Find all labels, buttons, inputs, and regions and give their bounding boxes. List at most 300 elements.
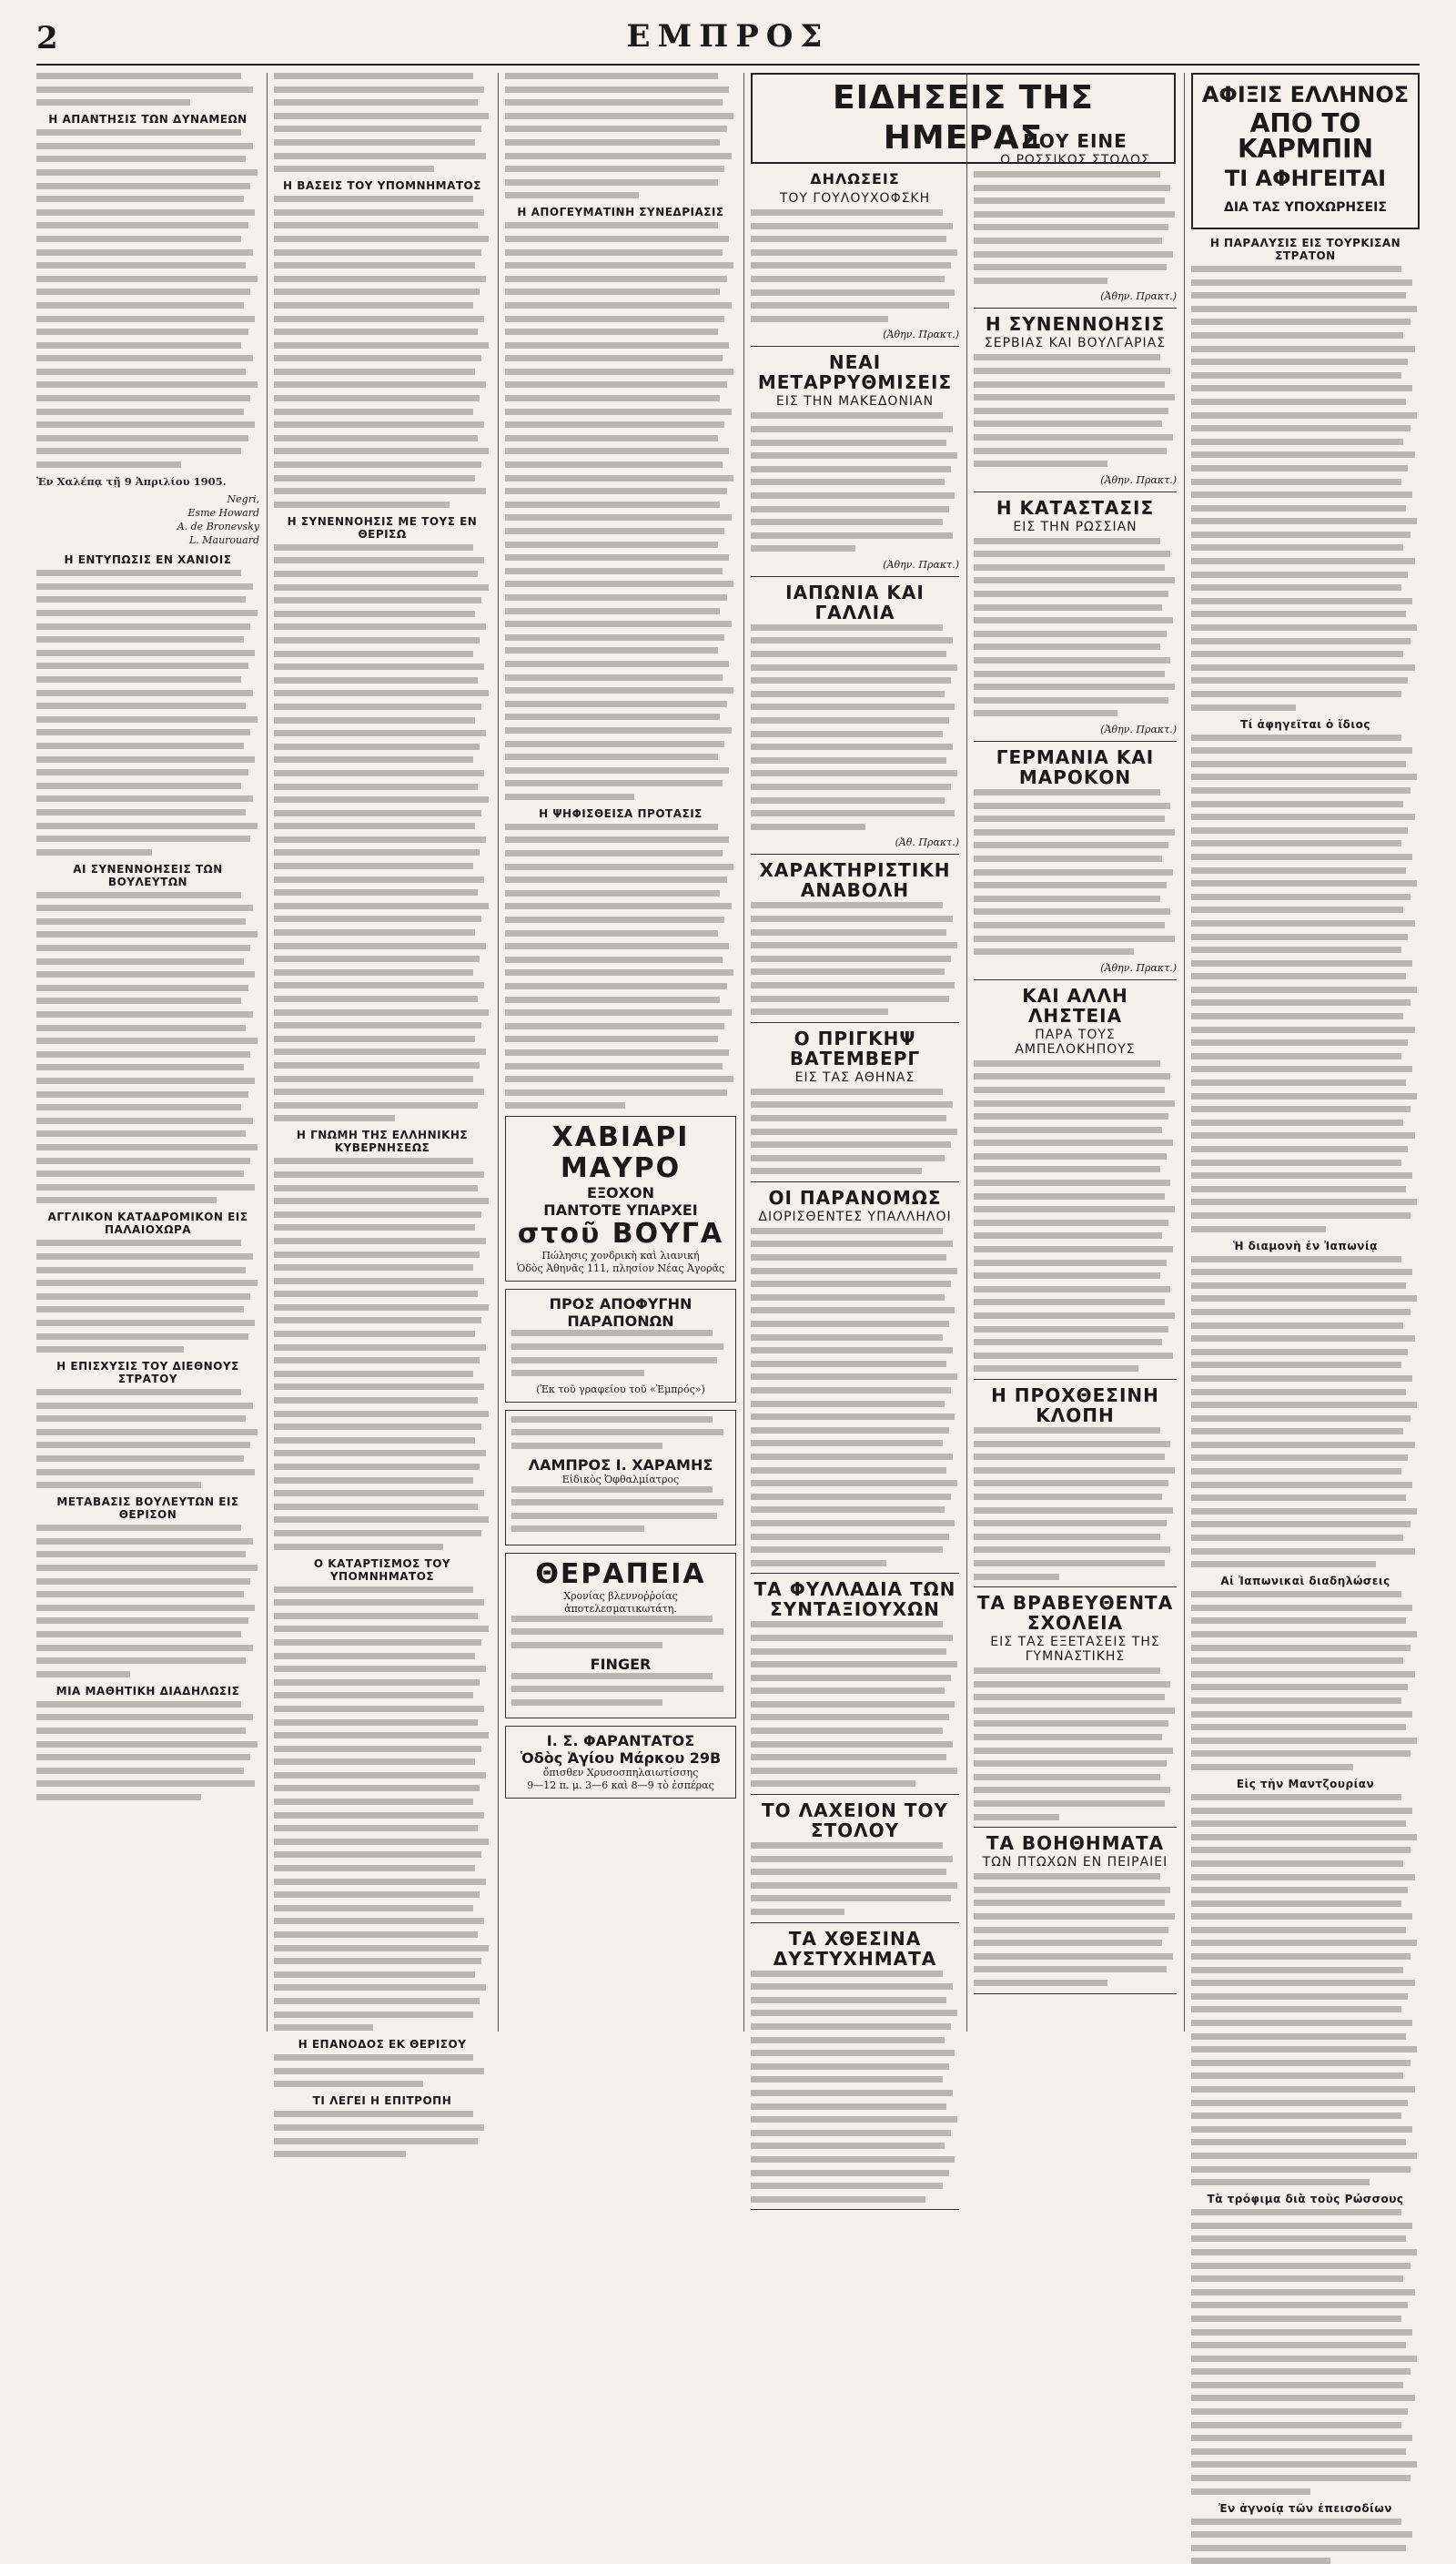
section-heading: Ἐν ἀγνοίᾳ τῶν ἐπεισοδίων: [1218, 2501, 1392, 2515]
text-line: [751, 545, 855, 552]
text-line: [751, 1494, 951, 1500]
text-line: [36, 1197, 217, 1203]
advertisement-complaints: [505, 1289, 736, 1402]
text-line: [274, 153, 486, 159]
news-subheading: ΠΑΡΑ ΤΟΥΣ ΑΜΠΕΛΟΚΗΠΟΥΣ: [1015, 1027, 1136, 1057]
text-line: [974, 697, 1168, 704]
text-line: [974, 461, 1107, 467]
news-heading: Ο ΠΡΙΓΚΗΨ ΒΑΤΕΜΒΕΡΓ: [789, 1027, 921, 1069]
text-line: [751, 942, 957, 948]
text-line: [974, 1220, 1168, 1226]
text-line: [974, 936, 1175, 942]
text-line: [751, 1361, 946, 1367]
text-line: [751, 2050, 955, 2056]
text-line: [751, 968, 945, 975]
body-text-block: [974, 171, 1177, 284]
text-line: [974, 368, 1170, 374]
text-line: [274, 1839, 489, 1845]
text-line: [274, 1252, 480, 1258]
text-line: [274, 2068, 484, 2074]
text-line: [36, 809, 246, 816]
text-line: [505, 1076, 733, 1082]
text-line: [274, 1746, 481, 1752]
text-line: [274, 1062, 480, 1069]
text-line: [274, 1931, 478, 1938]
ad-text: (Ἐκ τοῦ γραφείου τοῦ «Ἐμπρός»): [536, 1383, 705, 1395]
text-line: [505, 113, 733, 119]
text-line: [36, 1240, 241, 1246]
text-line: [1191, 920, 1415, 927]
feature-title: ΔΙΑ ΤΑΣ ΥΠΟΧΩΡΗΣΕΙΣ: [1224, 200, 1387, 215]
text-line: [1191, 1605, 1412, 1611]
text-line: [505, 139, 720, 146]
text-line: [36, 1184, 255, 1191]
text-line: [36, 99, 190, 106]
text-line: [1191, 704, 1296, 711]
text-line: [974, 1694, 1165, 1700]
text-line: [974, 251, 1173, 258]
text-line: [274, 557, 484, 563]
text-line: [1191, 425, 1410, 431]
text-line: [751, 1440, 943, 1446]
text-line: [505, 741, 724, 747]
text-line: [974, 710, 1117, 716]
text-line: [1191, 1428, 1403, 1434]
text-line: [974, 1534, 1160, 1540]
text-line: [505, 634, 724, 641]
text-line: [505, 153, 732, 159]
text-line: [274, 690, 489, 696]
text-line: [1191, 2113, 1401, 2119]
text-line: [505, 1049, 729, 1056]
text-line: [1191, 867, 1406, 874]
text-line: [274, 1304, 489, 1311]
text-line: [1191, 1847, 1410, 1853]
body-text-block: [1191, 1591, 1420, 1770]
text-line: [36, 703, 246, 709]
text-line: [974, 1720, 1168, 1727]
text-line: [1191, 1967, 1403, 1973]
text-line: [1191, 1375, 1412, 1382]
text-line: [1191, 1389, 1406, 1395]
text-line: [505, 355, 723, 361]
text-line: [1191, 2422, 1401, 2428]
text-line: [36, 1442, 250, 1448]
text-line: [974, 448, 1167, 454]
column-2: [274, 73, 490, 2108]
text-line: [751, 677, 951, 684]
text-line: [1191, 1106, 1410, 1112]
text-line: [274, 717, 475, 724]
section-heading: Η ΨΗΦΙΣΘΕΙΣΑ ΠΡΟΤΑΣΙΣ: [539, 806, 703, 820]
body-text-block: [974, 1873, 1177, 1986]
body-text-block: [1191, 266, 1420, 711]
text-line: [505, 864, 733, 870]
news-subheading: ΣΕΡΒΙΑΣ ΚΑΙ ΒΟΥΛΓΑΡΙΑΣ: [984, 336, 1167, 351]
text-line: [36, 73, 241, 79]
text-line: [274, 1278, 484, 1284]
text-line: [505, 754, 718, 760]
text-line: [974, 1520, 1167, 1526]
text-line: [274, 126, 481, 132]
text-line: [1191, 598, 1412, 604]
text-line: [505, 73, 718, 79]
text-line: [1191, 761, 1406, 767]
text-line: [1191, 840, 1401, 846]
text-line: [751, 731, 943, 737]
text-line: [274, 488, 486, 494]
text-line: [1191, 999, 1410, 1006]
text-line: [974, 1900, 1165, 1906]
text-line: [974, 856, 1162, 862]
text-line: [974, 657, 1170, 664]
text-line: [974, 908, 1170, 915]
news-subheading: Ο ΡΩΣΣΙΚΟΣ ΣΤΟΛΟΣ: [1000, 153, 1150, 167]
text-line: [274, 1371, 473, 1377]
text-line: [505, 222, 718, 228]
text-line: [274, 1732, 489, 1738]
text-line: [751, 902, 943, 908]
text-line: [1191, 306, 1417, 312]
signature: L. Maurouard: [188, 534, 259, 547]
text-line: [751, 810, 955, 816]
text-line: [511, 1499, 723, 1505]
text-line: [974, 1760, 1167, 1767]
text-line: [1191, 465, 1408, 471]
text-line: [274, 2151, 406, 2157]
text-line: [974, 671, 1165, 677]
text-line: [274, 1626, 489, 1632]
text-line: [974, 1127, 1162, 1133]
text-line: [974, 1206, 1175, 1212]
text-line: [36, 945, 250, 951]
feature-title: ΑΦΙΞΙΣ ΕΛΛΗΝΟΣ: [1201, 82, 1410, 107]
text-line: [274, 877, 484, 883]
text-line: [274, 2081, 423, 2087]
text-line: [505, 687, 733, 694]
text-line: [1191, 1750, 1410, 1757]
text-line: [505, 701, 727, 707]
text-line: [1191, 1199, 1417, 1205]
text-line: [505, 767, 729, 774]
text-line: [1191, 319, 1410, 325]
news-divider: [751, 1794, 959, 1795]
text-line: [1191, 827, 1408, 834]
text-line: [1191, 2475, 1410, 2481]
news-heading: Η ΣΥΝΕΝΝΟΗΣΙΣ: [985, 313, 1166, 336]
text-line: [1191, 1671, 1415, 1677]
text-line: [1191, 2531, 1412, 2538]
text-line: [751, 637, 953, 644]
ad-text: FINGER: [590, 1655, 652, 1673]
text-line: [274, 209, 484, 216]
text-line: [36, 1025, 246, 1031]
text-line: [974, 1180, 1170, 1186]
text-line: [974, 1953, 1173, 1960]
text-line: [974, 1286, 1170, 1292]
text-line: [974, 577, 1175, 583]
text-line: [1191, 1738, 1417, 1744]
text-line: [505, 1009, 732, 1016]
text-line: [505, 727, 732, 734]
text-line: [751, 452, 957, 459]
text-line: [36, 421, 255, 428]
news-divider: [974, 1993, 1177, 1994]
text-line: [1191, 279, 1412, 286]
text-line: [974, 421, 1162, 427]
text-line: [505, 943, 729, 949]
news-divider: [974, 1827, 1177, 1828]
text-line: [36, 1525, 241, 1531]
text-line: [974, 1681, 1170, 1687]
text-line: [274, 99, 478, 106]
news-heading: ΤΑ ΒΟΗΘΗΜΑΤΑ: [986, 1832, 1165, 1855]
section-heading: Η ΣΥΝΕΝΝΟΗΣΙΣ ΜΕ ΤΟΥΣ ΕΝ ΘΕΡΙΣΩ: [287, 514, 478, 541]
text-line: [751, 289, 955, 296]
text-line: [36, 1171, 244, 1177]
news-source: (Ἀθην. Πρακτ.): [1100, 961, 1177, 974]
text-line: [505, 192, 639, 198]
text-line: [974, 803, 1170, 809]
text-line: [1191, 1764, 1353, 1770]
text-line: [505, 621, 732, 627]
text-line: [1191, 801, 1403, 807]
text-line: [505, 674, 723, 681]
text-line: [751, 1089, 943, 1095]
text-line: [751, 1621, 943, 1627]
text-line: [36, 249, 253, 256]
text-line: [274, 1945, 489, 1951]
text-line: [274, 1891, 480, 1898]
body-text-block: [751, 1621, 959, 1787]
column-6: [1191, 73, 1420, 2515]
body-text-block: [274, 73, 490, 172]
body-text-block: [511, 1330, 730, 1376]
ad-text: Χρονίας βλεννοῤῥοίας ἀποτελεσματικωτάτη.: [563, 1589, 678, 1615]
text-line: [974, 1507, 1173, 1514]
text-line: [36, 1565, 258, 1571]
text-line: [751, 2076, 943, 2083]
text-line: [974, 1774, 1160, 1780]
text-line: [274, 1424, 481, 1430]
section-heading: Ο ΚΑΤΑΡΤΙΣΜΟΣ ΤΟΥ ΥΠΟΜΝΗΜΑΤΟΣ: [313, 1556, 451, 1583]
text-line: [36, 690, 253, 696]
text-line: [505, 969, 733, 976]
text-line: [505, 381, 727, 388]
text-line: [36, 1538, 253, 1545]
text-line: [274, 1009, 489, 1016]
text-line: [1191, 1309, 1410, 1315]
news-subheading: ΤΟΥ ΓΟΥΛΟΥΧΟΦΣΚΗ: [779, 191, 931, 206]
text-line: [36, 823, 258, 829]
text-line: [505, 647, 718, 654]
text-line: [1191, 1631, 1417, 1637]
text-line: [751, 302, 949, 309]
body-text-block: [36, 1701, 259, 1800]
body-text-block: [36, 1389, 259, 1488]
text-line: [36, 596, 246, 603]
text-line: [1191, 2435, 1412, 2441]
text-line: [274, 623, 486, 630]
text-line: [1191, 611, 1406, 617]
text-line: [36, 650, 255, 656]
text-line: [36, 971, 255, 978]
text-line: [505, 166, 724, 172]
text-line: [505, 594, 727, 601]
text-line: [505, 568, 723, 574]
text-line: [274, 2054, 473, 2061]
news-divider: [751, 854, 959, 855]
text-line: [274, 756, 473, 763]
text-line: [1191, 1212, 1410, 1219]
text-line: [1191, 1402, 1417, 1408]
text-line: [974, 1427, 1160, 1434]
text-line: [274, 1504, 478, 1510]
text-line: [36, 1280, 258, 1286]
text-line: [1191, 1834, 1417, 1840]
text-line: [751, 770, 957, 776]
feature-title: ΑΠΟ ΤΟ ΚΑΡΜΠΙΝ: [1237, 108, 1374, 164]
text-line: [751, 1307, 955, 1313]
text-line: [36, 342, 241, 349]
text-line: [274, 1851, 481, 1858]
text-line: [1191, 2126, 1412, 2133]
news-subheading: ΕΙΣ ΤΗΝ ΜΑΚΕΔΟΝΙΑΝ: [775, 394, 935, 410]
body-text-block: [511, 1416, 730, 1449]
masthead-rule: [36, 64, 1420, 66]
text-line: [274, 1905, 473, 1911]
text-line: [505, 249, 723, 256]
text-line: [1191, 1724, 1406, 1730]
body-text-block: [505, 73, 736, 198]
text-line: [751, 1728, 943, 1734]
news-source: (Ἀθην. Πρακτ.): [1100, 724, 1177, 735]
text-line: [1191, 2179, 1370, 2185]
text-line: [36, 1551, 246, 1557]
text-line: [36, 1768, 244, 1774]
news-divider: [974, 741, 1177, 742]
text-line: [974, 171, 1160, 177]
text-line: [36, 183, 250, 189]
page-number: 2: [36, 20, 58, 56]
body-text-block: [274, 2111, 490, 2157]
text-line: [274, 1036, 475, 1042]
text-line: [36, 1794, 201, 1800]
text-line: [974, 354, 1160, 360]
news-heading: ΤΟ ΛΑΧΕΙΟΝ ΤΟΥ ΣΤΟΛΟΥ: [762, 1799, 948, 1842]
news-source: (Ἀθην. Πρακτ.): [883, 558, 959, 571]
text-line: [1191, 1295, 1417, 1302]
text-line: [751, 2063, 949, 2070]
signature: A. de Bronevsky: [177, 521, 259, 533]
text-line: [274, 903, 489, 909]
text-line: [1191, 1657, 1403, 1664]
text-line: [511, 1525, 644, 1532]
text-line: [274, 1464, 480, 1470]
text-line: [751, 1254, 946, 1261]
text-line: [751, 1294, 945, 1301]
text-line: [274, 1772, 486, 1779]
text-line: [1191, 1362, 1401, 1368]
text-line: [274, 1865, 475, 1871]
text-line: [36, 1346, 184, 1353]
text-line: [505, 421, 724, 428]
text-line: [274, 1879, 486, 1885]
news-source: (Ἀθην. Πρακτ.): [1100, 290, 1177, 303]
text-line: [274, 236, 489, 242]
text-line: [1191, 1535, 1403, 1541]
text-line: [751, 651, 946, 657]
text-line: [1191, 735, 1401, 741]
text-line: [274, 1158, 473, 1164]
text-line: [751, 797, 945, 804]
text-line: [1191, 1591, 1401, 1597]
text-line: [274, 329, 478, 335]
news-divider: [751, 1573, 959, 1574]
text-line: [505, 409, 732, 415]
text-line: [751, 956, 951, 962]
section-heading: Τὰ τρόφιμα διὰ τοὺς Ρώσσους: [1207, 2193, 1404, 2206]
text-line: [751, 691, 945, 697]
text-line: [505, 1102, 625, 1109]
text-line: [751, 262, 951, 269]
text-line: [274, 1331, 475, 1337]
news-source: (Ἀθ. Πρακτ.): [895, 836, 959, 849]
text-line: [274, 2111, 473, 2117]
text-line: [274, 1089, 484, 1095]
text-line: [1191, 1698, 1401, 1704]
text-line: [751, 1506, 945, 1513]
text-line: [1191, 1860, 1403, 1867]
text-line: [274, 475, 475, 481]
text-line: [274, 1812, 484, 1819]
text-line: [974, 617, 1173, 623]
column-divider: [498, 73, 499, 2032]
body-text-block: [974, 538, 1177, 717]
text-line: [505, 661, 729, 667]
text-line: [1191, 1874, 1415, 1880]
text-line: [1191, 1711, 1412, 1718]
text-line: [974, 434, 1173, 441]
text-line: [274, 1666, 486, 1672]
text-line: [1191, 1282, 1406, 1289]
text-line: [1191, 2006, 1401, 2012]
text-line: [1191, 1980, 1415, 1986]
text-line: [751, 996, 949, 1002]
text-line: [751, 316, 888, 322]
text-line: [36, 849, 152, 856]
text-line: [1191, 1027, 1415, 1033]
text-line: [36, 1429, 258, 1435]
text-line: [36, 355, 253, 361]
text-line: [505, 903, 732, 909]
text-line: [274, 2138, 478, 2144]
text-line: [36, 1455, 244, 1462]
text-line: [1191, 691, 1401, 697]
body-text-block: [974, 789, 1177, 955]
text-line: [974, 381, 1165, 388]
text-line: [1191, 2302, 1408, 2308]
text-line: [1191, 1132, 1415, 1139]
text-line: [1191, 2289, 1415, 2295]
text-line: [36, 1306, 244, 1312]
text-line: [274, 249, 481, 256]
text-line: [974, 551, 1170, 557]
text-line: [1191, 894, 1410, 900]
body-text-block: [751, 1842, 959, 1915]
news-divider: [751, 1181, 959, 1182]
body-text-block: [274, 544, 490, 1122]
